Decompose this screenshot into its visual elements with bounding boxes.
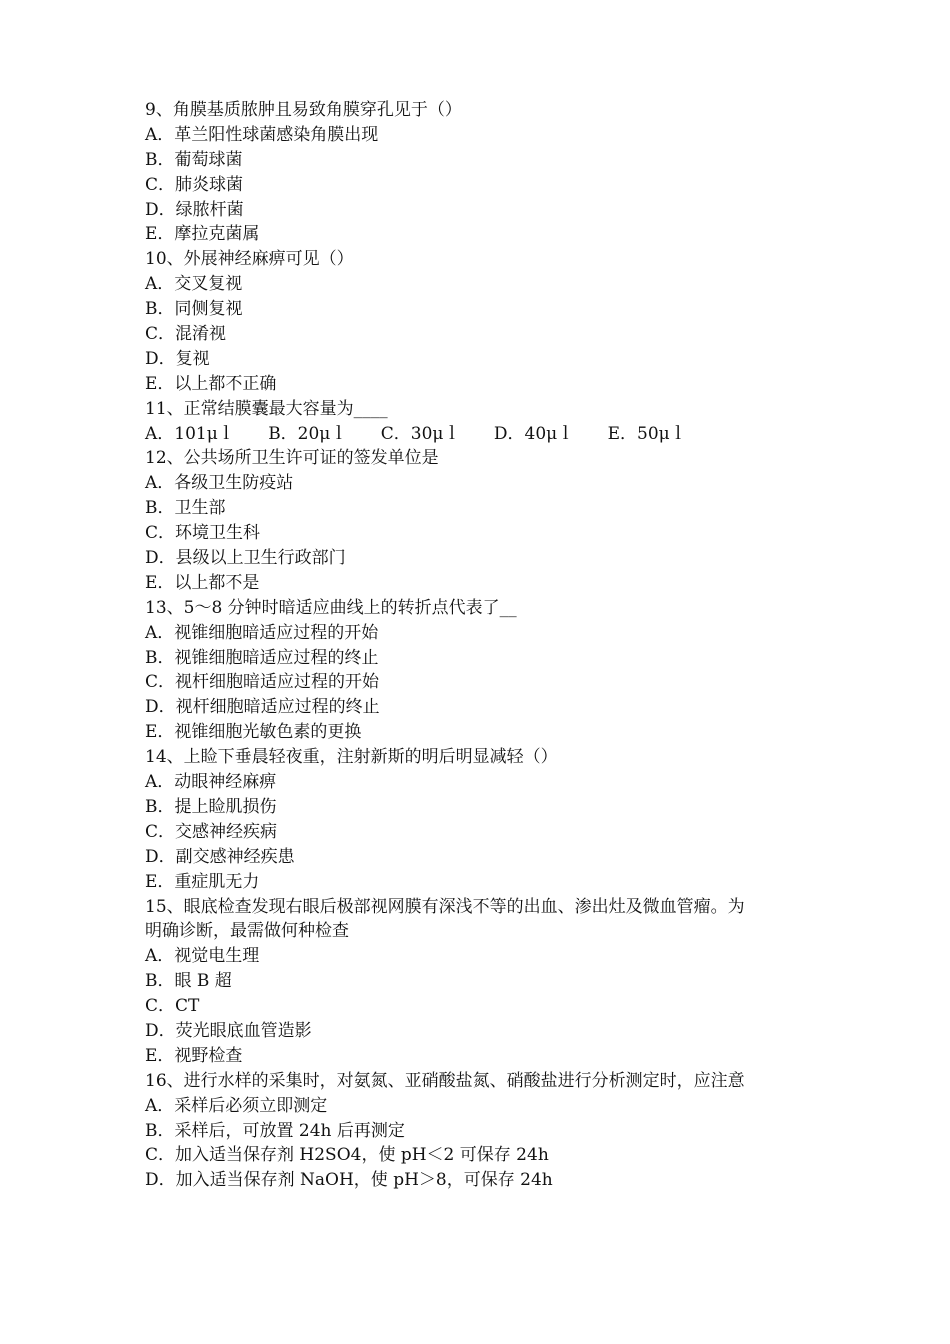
text-line: D．视杆细胞暗适应过程的终止 [145,697,380,718]
text-line: C．CT [145,996,200,1017]
text-line: B．采样后，可放置 24h 后再测定 [145,1120,405,1141]
q11-options-row [145,422,825,447]
q11-option-e: E．50μｌ [607,423,687,444]
questions-12-to-16 [145,446,825,1193]
text-line: E．视野检查 [145,1045,243,1066]
text-line: E．视锥细胞光敏色素的更换 [145,722,362,743]
text-line: 15、眼底检查发现右眼后极部视网膜有深浅不等的出血、渗出灶及微血管瘤。为 [145,896,745,917]
text-line: 16、进行水样的采集时，对氨氮、亚硝酸盐氮、硝酸盐进行分析测定时，应注意 [145,1070,745,1091]
document-body [145,98,825,1193]
text-line: C．混淆视 [145,324,227,345]
text-line: B．卫生部 [145,498,226,519]
text-line: E．摩拉克菌属 [145,224,260,245]
text-line: 13、5～8 分钟时暗适应曲线上的转折点代表了__ [145,597,517,618]
text-line: 明确诊断，最需做何种检查 [145,921,349,942]
text-line: C．肺炎球菌 [145,174,244,195]
text-line: 9、角膜基质脓肿且易致角膜穿孔见于（） [145,100,462,120]
text-line: C．加入适当保存剂 H2SO4，使 pH＜2 可保存 24h [145,1145,549,1166]
text-line: D．副交感神经疾患 [145,846,295,867]
text-line: A．交叉复视 [145,274,243,295]
q11-option-b: B．20μｌ [268,423,348,444]
text-line: D．县级以上卫生行政部门 [145,548,346,569]
text-line: 10、外展神经麻痹可见（） [145,249,354,270]
text-line: A．视锥细胞暗适应过程的开始 [145,622,379,643]
text-line: B．葡萄球菌 [145,149,243,170]
text-line: D．复视 [145,348,210,369]
text-line: A．革兰阳性球菌感染角膜出现 [145,124,379,145]
questions-9-to-11 [145,98,825,422]
text-line: C．视杆细胞暗适应过程的开始 [145,672,380,693]
text-line: C．交感神经疾病 [145,821,278,842]
q11-option-c: C．30μｌ [380,423,461,444]
q11-option-d: D．40μｌ [493,423,575,444]
text-line: E．重症肌无力 [145,871,260,892]
text-line: C．环境卫生科 [145,523,261,544]
text-line: A．动眼神经麻痹 [145,772,277,793]
text-line: A．视觉电生理 [145,946,260,967]
text-line: D．绿脓杆菌 [145,199,244,220]
text-line: D．加入适当保存剂 NaOH，使 pH＞8，可保存 24h [145,1170,553,1191]
text-line: B．同侧复视 [145,299,243,320]
text-line: E．以上都不正确 [145,373,277,394]
text-line: D．荧光眼底血管造影 [145,1020,312,1041]
text-line: 14、上睑下垂晨轻夜重，注射新斯的明后明显减轻（） [145,747,558,768]
text-line: B．眼 B 超 [145,971,232,992]
q11-option-a: A．101μｌ [145,423,235,444]
text-line: B．视锥细胞暗适应过程的终止 [145,647,379,668]
text-line: 12、公共场所卫生许可证的签发单位是 [145,448,439,469]
text-line: B．提上睑肌损伤 [145,796,277,817]
text-line: E．以上都不是 [145,572,260,593]
text-line: A．各级卫生防疫站 [145,473,294,494]
text-line: 11、正常结膜囊最大容量为____ [145,398,388,419]
text-line: A．采样后必须立即测定 [145,1095,328,1116]
